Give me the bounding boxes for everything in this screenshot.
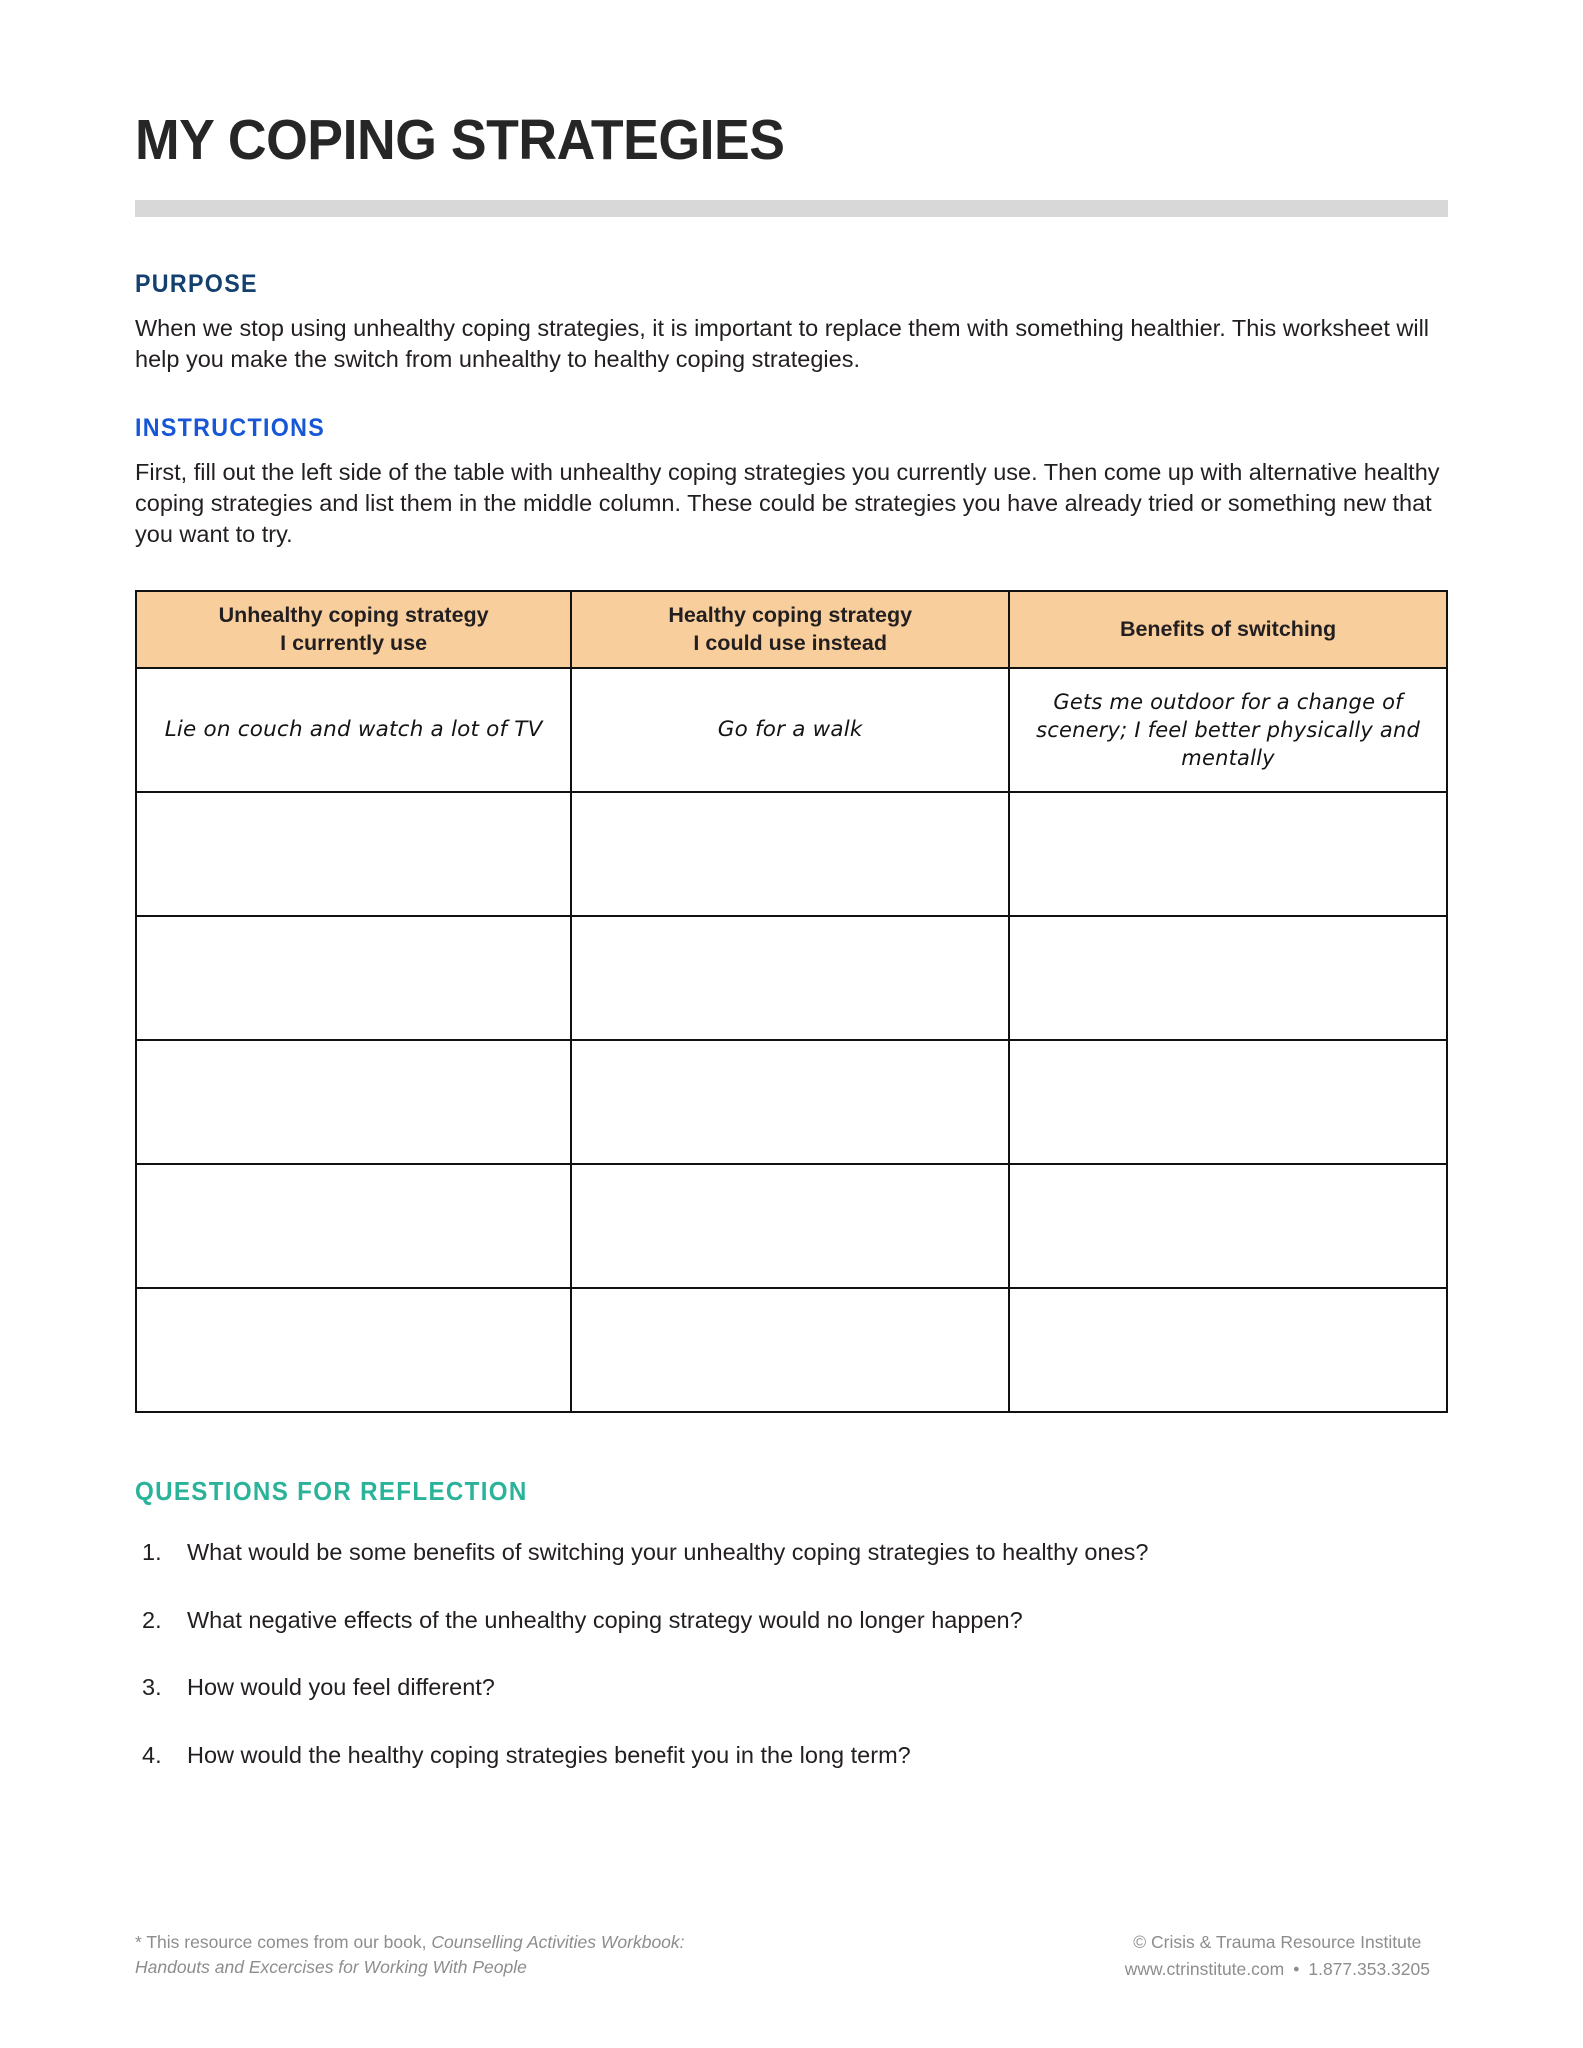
footer-copyright: © Crisis & Trauma Resource Institute <box>1133 1932 1422 1953</box>
column-header-unhealthy <box>136 591 571 668</box>
page-title: MY COPING STRATEGIES <box>135 108 785 172</box>
table-row <box>136 916 1447 1040</box>
cell-healthy[interactable] <box>571 1040 1009 1164</box>
table-row <box>136 1164 1447 1288</box>
footer-source-note <box>135 1930 685 1980</box>
table-row <box>136 668 1447 792</box>
cell-benefits[interactable] <box>1009 1164 1447 1288</box>
question-text: How would you feel different? <box>187 1674 495 1701</box>
table-row <box>136 1288 1447 1412</box>
reflection-heading: QUESTIONS FOR REFLECTION <box>135 1476 528 1507</box>
cell-unhealthy[interactable] <box>136 668 571 792</box>
title-divider <box>135 200 1448 217</box>
column-header-unhealthy-line1: Unhealthy coping strategy <box>218 603 489 628</box>
instructions-section <box>135 414 1448 551</box>
table-body <box>136 668 1447 1412</box>
question-number: 3. <box>142 1674 162 1701</box>
cell-benefits[interactable] <box>1009 792 1447 916</box>
cell-unhealthy[interactable] <box>136 1288 571 1412</box>
cell-healthy[interactable] <box>571 668 1009 792</box>
cell-unhealthy[interactable] <box>136 1040 571 1164</box>
cell-healthy[interactable] <box>571 916 1009 1040</box>
column-header-unhealthy-line2: I currently use <box>280 630 428 655</box>
cell-healthy-text: Go for a walk <box>717 716 863 742</box>
cell-unhealthy[interactable] <box>136 792 571 916</box>
cell-healthy[interactable] <box>571 1164 1009 1288</box>
cell-benefits[interactable] <box>1009 916 1447 1040</box>
footer-book-title-line1: Counselling Activities Workbook: <box>431 1932 685 1953</box>
cell-healthy[interactable] <box>571 1288 1009 1412</box>
purpose-heading: PURPOSE <box>135 270 258 298</box>
table-header-row <box>136 591 1447 668</box>
cell-unhealthy[interactable] <box>136 1164 571 1288</box>
question-text: What negative effects of the unhealthy coping strategy would no longer happen? <box>187 1606 1023 1633</box>
footer-website[interactable]: www.ctrinstitute.com <box>1124 1959 1285 1980</box>
list-item <box>135 1605 1448 1636</box>
column-header-benefits <box>1009 591 1447 668</box>
cell-unhealthy[interactable] <box>136 916 571 1040</box>
footer-phone: 1.877.353.3205 <box>1308 1959 1430 1980</box>
list-item <box>135 1537 1448 1568</box>
cell-healthy[interactable] <box>571 792 1009 916</box>
question-number: 2. <box>142 1606 162 1633</box>
table-header <box>136 591 1447 668</box>
title-block <box>135 0 1448 217</box>
cell-benefits-text: Gets me outdoor for a change of scenery; I feel better physically and mentally <box>1036 690 1421 771</box>
instructions-body: First, fill out the left side of the table with unhealthy coping strategies you currently use. Then come up with alternative healthy coping strategies and list them in the middle column. These could be strategies you have already tried or something new that you want to try. <box>135 458 1440 547</box>
question-number: 4. <box>142 1741 162 1768</box>
cell-benefits[interactable] <box>1009 1288 1447 1412</box>
column-header-healthy-line1: Healthy coping strategy <box>668 603 913 628</box>
question-text: How would the healthy coping strategies benefit you in the long term? <box>187 1741 911 1768</box>
list-item <box>135 1740 1448 1771</box>
table-row <box>136 792 1447 916</box>
footer-publisher-info <box>1125 1930 1448 1982</box>
instructions-heading: INSTRUCTIONS <box>135 413 326 442</box>
footer-book-title-line2: Handouts and Excercises for Working With People <box>135 1957 527 1978</box>
footer-contact-line <box>1125 1957 1430 1982</box>
cell-benefits[interactable] <box>1009 1040 1447 1164</box>
question-text: What would be some benefits of switching your unhealthy coping strategies to healthy ones? <box>187 1539 1149 1566</box>
list-item <box>135 1672 1448 1703</box>
cell-benefits[interactable] <box>1009 668 1447 792</box>
purpose-section <box>135 270 1448 376</box>
column-header-healthy <box>571 591 1009 668</box>
coping-strategy-table <box>135 590 1448 1413</box>
purpose-body: When we stop using unhealthy coping strategies, it is important to replace them with something healthier. This worksheet will help you make the switch from unhealthy to healthy coping strategies. <box>135 315 1430 373</box>
column-header-benefits-line1: Benefits of switching <box>1119 616 1337 641</box>
footer-separator: • <box>1293 1959 1300 1980</box>
table-row <box>136 1040 1447 1164</box>
reflection-question-list <box>135 1537 1448 1770</box>
cell-unhealthy-text: Lie on couch and watch a lot of TV <box>164 716 543 742</box>
page-footer <box>135 1930 1448 1982</box>
reflection-section <box>135 1476 1448 1770</box>
column-header-healthy-line2: I could use instead <box>693 630 887 655</box>
question-number: 1. <box>142 1539 162 1566</box>
footer-note-lead: * This resource comes from our book, <box>135 1932 432 1953</box>
